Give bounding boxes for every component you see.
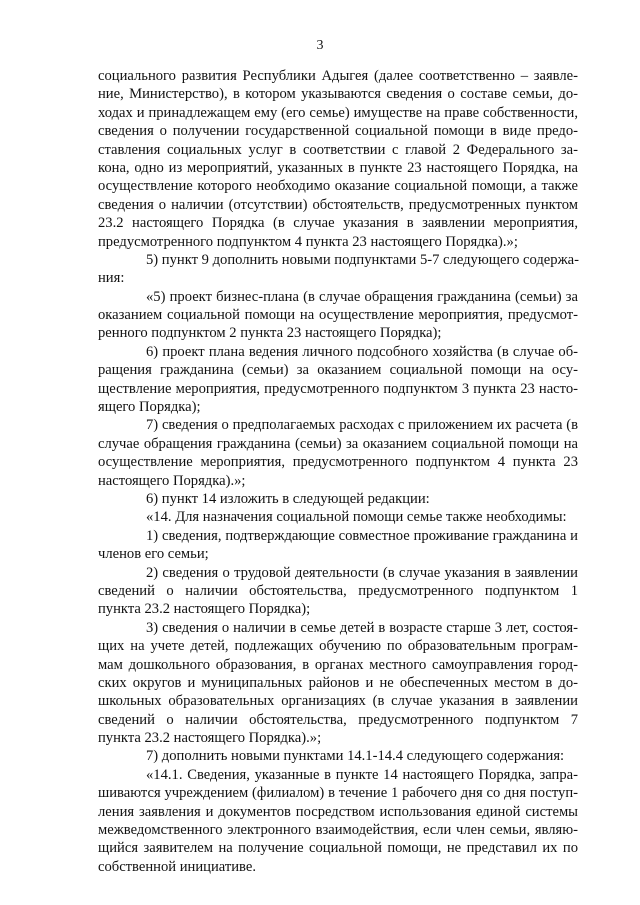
text-line: осуществление мероприятия, предусмотренного подпунктом 4 пункта 23 xyxy=(98,454,578,471)
text-line: мам дошкольного образования, в органах местного самоуправления город- xyxy=(98,656,578,673)
text-line: 3) сведения о наличии в семье детей в возрасте старше 3 лет, состоя- xyxy=(146,619,578,636)
text-line: сведения о получении государственной социальной помощи в виде предо- xyxy=(98,123,578,140)
text-line: осуществление которого необходимо оказание социальной помощи, а также xyxy=(98,178,578,195)
text-line: пункта 23.2 настоящего Порядка); xyxy=(98,601,311,618)
text-line: 7) дополнить новыми пунктами 14.1-14.4 следующего содержания: xyxy=(146,748,565,765)
text-line: 23.2 настоящего Порядка (в случае указания в заявлении мероприятия, xyxy=(98,215,578,232)
text-line: ществление мероприятия, предусмотренного подпунктом 3 пункта 23 насто- xyxy=(98,380,578,397)
text-line: «5) проект бизнес-плана (в случае обращения гражданина (семьи) за xyxy=(146,288,578,305)
text-line: ящего Порядка); xyxy=(98,399,201,416)
text-line: «14.1. Сведения, указанные в пункте 14 настоящего Порядка, запра- xyxy=(146,766,578,783)
text-line: социального развития Республики Адыгея (далее соответственно – заявле- xyxy=(98,68,578,84)
text-line: сведений о наличии обстоятельства, предусмотренного подпунктом 1 xyxy=(98,582,578,599)
text-line: оказанием социальной помощи на осуществление мероприятия, предусмот- xyxy=(98,307,578,324)
text-line: 2) сведения о трудовой деятельности (в случае указания в заявлении xyxy=(146,564,578,581)
text-line: ренного подпунктом 2 пункта 23 настоящего Порядка); xyxy=(98,325,442,342)
text-line: межведомственного электронного взаимодействия, если член семьи, являю- xyxy=(98,822,578,839)
text-line: «14. Для назначения социальной помощи семье также необходимы: xyxy=(146,509,567,526)
text-line: ращения гражданина (семьи) за оказанием социальной помощи на осу- xyxy=(98,362,578,379)
text-line: ления заявления и документов посредством использования единой системы xyxy=(98,803,578,820)
text-line: ходах и принадлежащем ему (его семье) имуществе на праве собственности, xyxy=(98,104,578,121)
text-line: 1) сведения, подтверждающие совместное проживание гражданина и xyxy=(146,527,578,544)
text-line: 6) проект плана ведения личного подсобного хозяйства (в случае об- xyxy=(146,343,578,360)
text-line: ния: xyxy=(98,270,125,287)
text-line: членов его семьи; xyxy=(98,546,209,563)
text-line: ние, Министерство), в котором указываются сведения о составе семьи, до- xyxy=(98,86,578,103)
text-line: щих на учете детей, подлежащих обучению по образовательным програм- xyxy=(98,638,578,655)
text-line: пункта 23.2 настоящего Порядка).»; xyxy=(98,730,322,747)
text-line: школьных образовательных организациях (в случае указания в заявлении xyxy=(98,693,578,710)
text-line: предусмотренного подпунктом 4 пункта 23 настоящего Порядка).»; xyxy=(98,233,518,250)
text-line: сведения о наличии (отсутствии) обстоятельств, предусмотренных пунктом xyxy=(98,196,578,213)
text-line: собственной инициативе. xyxy=(98,858,256,875)
text-line: щийся заявителем на получение социальной помощи, не представил их по xyxy=(98,840,578,857)
text-line: случае обращения гражданина (семьи) за оказанием социальной помощи на xyxy=(98,435,578,452)
text-line: шиваются учреждением (филиалом) в течение 1 рабочего дня со дня поступ- xyxy=(98,785,578,802)
text-line: сведений о наличии обстоятельства, предусмотренного подпунктом 7 xyxy=(98,711,578,728)
text-line: 6) пункт 14 изложить в следующей редакции: xyxy=(146,490,430,507)
text-line: ставления социальных услуг в соответствии с главой 2 Федерального за- xyxy=(98,141,578,158)
page-number: 3 xyxy=(316,38,324,53)
document-body xyxy=(98,67,578,876)
text-line: настоящего Порядка).»; xyxy=(98,472,246,489)
text-line: ских округов и муниципальных районов и не обеспеченных местом в до- xyxy=(98,674,578,691)
text-line: кона, одно из мероприятий, указанных в пункте 23 настоящего Порядка, на xyxy=(98,159,578,176)
text-line: 7) сведения о предполагаемых расходах с приложением их расчета (в xyxy=(146,417,578,434)
text-line: 5) пункт 9 дополнить новыми подпунктами 5-7 следующего содержа- xyxy=(146,251,579,268)
